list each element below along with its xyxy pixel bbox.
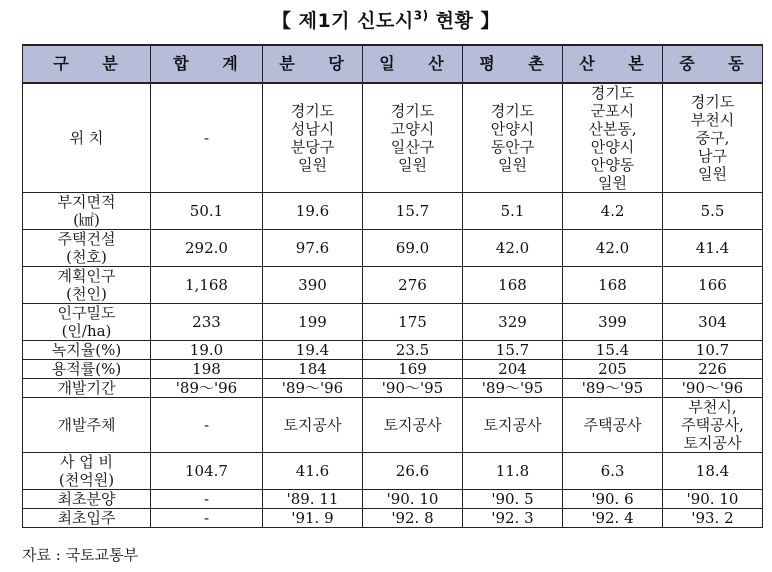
table-cell: 329 <box>463 304 563 341</box>
table-cell: 97.6 <box>263 230 363 267</box>
row-label: 인구밀도 (인/ha) <box>23 304 151 341</box>
table-cell: 168 <box>563 267 663 304</box>
table-cell: 42.0 <box>563 230 663 267</box>
row-label: 주택건설 (천호) <box>23 230 151 267</box>
table-row <box>23 304 763 341</box>
table-cell: - <box>151 509 263 528</box>
table-cell: '90～'95 <box>363 379 463 398</box>
table-cell: 토지공사 <box>463 398 563 453</box>
header-bundang: 분 당 <box>263 45 363 83</box>
table-cell: 204 <box>463 360 563 379</box>
table-cell: 41.4 <box>663 230 763 267</box>
title-suffix: 현황 】 <box>428 10 501 32</box>
row-label: 최초분양 <box>23 490 151 509</box>
title-prefix: 【 제1기 신도시 <box>271 10 414 32</box>
table-cell: 경기도 고양시 일산구 일원 <box>363 83 463 193</box>
table-row <box>23 267 763 304</box>
table-cell: 292.0 <box>151 230 263 267</box>
table-cell: 168 <box>463 267 563 304</box>
table-cell: 11.8 <box>463 453 563 490</box>
row-label: 녹지율(%) <box>23 341 151 360</box>
table-cell: 경기도 부천시 중구, 남구 일원 <box>663 83 763 193</box>
table-row <box>23 360 763 379</box>
table-cell: '90. 5 <box>463 490 563 509</box>
row-label: 계획인구 (천인) <box>23 267 151 304</box>
table-cell: 19.4 <box>263 341 363 360</box>
table-row <box>23 379 763 398</box>
table-cell: '89～'95 <box>463 379 563 398</box>
title-footnote-ref: 3) <box>413 8 429 23</box>
table-cell: 205 <box>563 360 663 379</box>
table-cell: '92. 3 <box>463 509 563 528</box>
table-cell: 토지공사 <box>363 398 463 453</box>
table-cell: 41.6 <box>263 453 363 490</box>
row-label: 위 치 <box>23 83 151 193</box>
table-cell: '91. 9 <box>263 509 363 528</box>
table-cell: 104.7 <box>151 453 263 490</box>
row-label: 최초입주 <box>23 509 151 528</box>
table-cell: 69.0 <box>363 230 463 267</box>
table-cell: - <box>151 490 263 509</box>
table-cell: 5.1 <box>463 193 563 230</box>
source-note: 자료 : 국토교통부 <box>22 546 139 564</box>
table-cell: 18.4 <box>663 453 763 490</box>
row-label: 용적률(%) <box>23 360 151 379</box>
table-cell: '90. 6 <box>563 490 663 509</box>
table-row <box>23 230 763 267</box>
table-cell: 15.4 <box>563 341 663 360</box>
table-cell: 199 <box>263 304 363 341</box>
table-cell: 경기도 안양시 동안구 일원 <box>463 83 563 193</box>
header-category: 구 분 <box>23 45 151 83</box>
table-cell: '89～'95 <box>563 379 663 398</box>
table-row <box>23 398 763 453</box>
table-cell: 42.0 <box>463 230 563 267</box>
row-label: 사 업 비 (천억원) <box>23 453 151 490</box>
table-cell: '92. 8 <box>363 509 463 528</box>
table-cell: 169 <box>363 360 463 379</box>
row-label: 부지면적 (㎢) <box>23 193 151 230</box>
table-cell: '92. 4 <box>563 509 663 528</box>
table-cell: 23.5 <box>363 341 463 360</box>
header-row <box>23 45 763 83</box>
table-cell: 19.6 <box>263 193 363 230</box>
table-cell: - <box>151 398 263 453</box>
row-label: 개발주체 <box>23 398 151 453</box>
table-cell: 175 <box>363 304 463 341</box>
table-cell: 경기도 성남시 분당구 일원 <box>263 83 363 193</box>
table-row <box>23 193 763 230</box>
table-cell: 226 <box>663 360 763 379</box>
table-row <box>23 341 763 360</box>
table-cell: 주택공사 <box>563 398 663 453</box>
table-cell: 5.5 <box>663 193 763 230</box>
table-cell: 399 <box>563 304 663 341</box>
page-title <box>0 6 772 33</box>
table-cell: 10.7 <box>663 341 763 360</box>
table-cell: 233 <box>151 304 263 341</box>
table-cell: 304 <box>663 304 763 341</box>
header-sanbon: 산 본 <box>563 45 663 83</box>
table-cell: 198 <box>151 360 263 379</box>
table-cell: 276 <box>363 267 463 304</box>
table-cell: 부천시, 주택공사, 토지공사 <box>663 398 763 453</box>
row-label: 개발기간 <box>23 379 151 398</box>
table-cell: 15.7 <box>363 193 463 230</box>
table-row <box>23 509 763 528</box>
table-cell: 15.7 <box>463 341 563 360</box>
table-cell: '93. 2 <box>663 509 763 528</box>
table-cell: '90. 10 <box>663 490 763 509</box>
header-total: 합 계 <box>151 45 263 83</box>
table-cell: '89. 11 <box>263 490 363 509</box>
table-cell: 26.6 <box>363 453 463 490</box>
table-cell: '90～'96 <box>663 379 763 398</box>
table-cell: 4.2 <box>563 193 663 230</box>
table-cell: 50.1 <box>151 193 263 230</box>
table-row <box>23 83 763 193</box>
table-cell: 경기도 군포시 산본동, 안양시 안양동 일원 <box>563 83 663 193</box>
table-cell: - <box>151 83 263 193</box>
table-cell: '90. 10 <box>363 490 463 509</box>
table-cell: 166 <box>663 267 763 304</box>
header-pyeongchon: 평 촌 <box>463 45 563 83</box>
table-row <box>23 490 763 509</box>
table-cell: 390 <box>263 267 363 304</box>
new-town-status-table <box>22 44 763 528</box>
table-cell: 1,168 <box>151 267 263 304</box>
header-jungdong: 중 동 <box>663 45 763 83</box>
table-cell: '89～'96 <box>263 379 363 398</box>
table-cell: 19.0 <box>151 341 263 360</box>
header-ilsan: 일 산 <box>363 45 463 83</box>
table-cell: 토지공사 <box>263 398 363 453</box>
table-cell: 6.3 <box>563 453 663 490</box>
table-cell: '89～'96 <box>151 379 263 398</box>
table-row <box>23 453 763 490</box>
table-cell: 184 <box>263 360 363 379</box>
